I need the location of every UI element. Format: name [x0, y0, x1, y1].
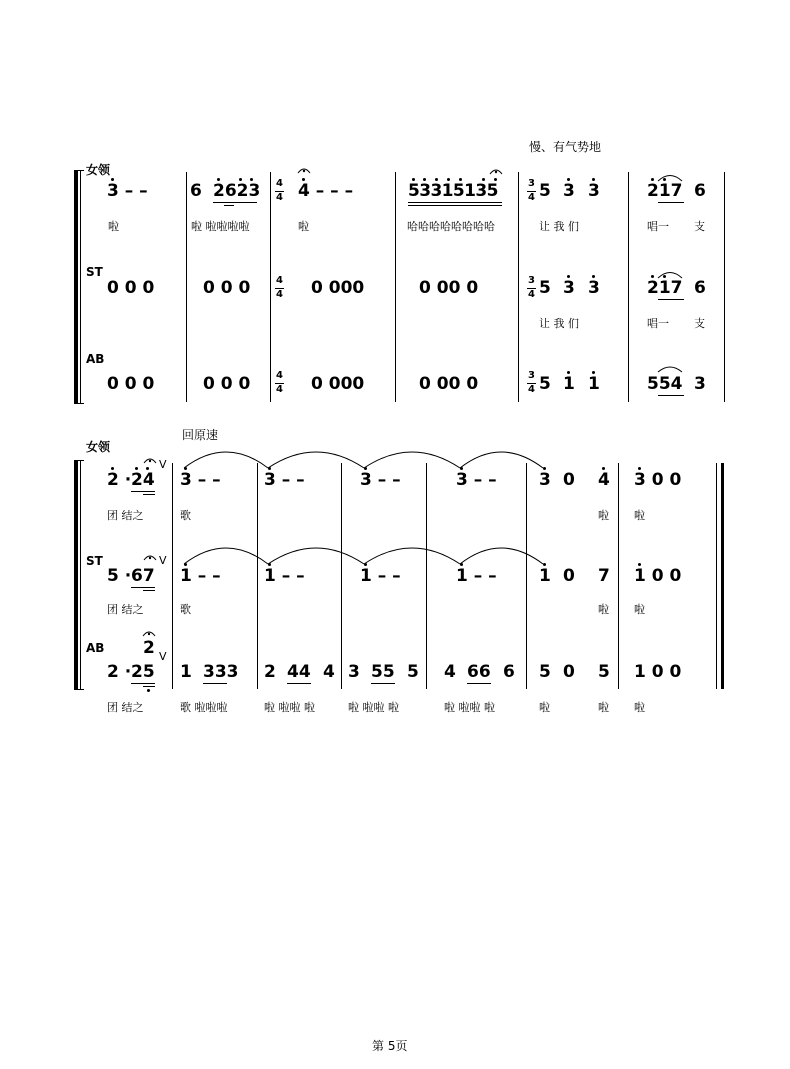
time-sig-top: 4	[276, 178, 283, 189]
ab-measure-5-b: 1	[563, 374, 575, 394]
ab-measure-5-a: 5	[539, 374, 551, 394]
tie-icon	[460, 452, 543, 468]
lyric: 啦	[598, 509, 609, 522]
lyric: 啦 啦啦啦啦	[191, 220, 250, 233]
st-measure-3: 1 – –	[360, 566, 401, 586]
lyric: 唱一	[647, 220, 669, 233]
lead-measure-5-c: 3	[588, 181, 600, 201]
tie-icon	[364, 548, 460, 564]
st-measure-5-c: 7	[598, 566, 610, 586]
ab-measure-2-c: 4	[323, 662, 335, 682]
tie-icon	[184, 452, 268, 468]
lead-measure-4: 3 – –	[456, 470, 497, 490]
time-sig-top: 3	[528, 370, 535, 381]
ab-measure-1-b: 333	[203, 662, 239, 682]
time-sig-top: 4	[276, 370, 283, 381]
lyric: 啦	[634, 701, 645, 714]
ab-measure-5-c: 1	[588, 374, 600, 394]
time-sig-bottom: 4	[276, 192, 283, 203]
lyric: 啦	[598, 701, 609, 714]
lyric: 啦	[634, 603, 645, 616]
lyric: 唱一	[647, 317, 669, 330]
lyric: 啦 啦啦 啦	[444, 701, 495, 714]
ab-measure-4: 0 00 0	[419, 374, 479, 394]
st-measure-5-a: 5	[539, 278, 551, 298]
st-pickup-dotted: 5 ·	[107, 566, 132, 586]
lyric: 啦 啦啦 啦	[264, 701, 315, 714]
tempo-marking-slow: 慢、有气势地	[529, 140, 602, 154]
fermata-dot	[149, 557, 151, 559]
time-sig-bottom: 4	[528, 289, 535, 300]
slur-icon	[658, 367, 682, 372]
lyric: 啦	[108, 220, 119, 233]
lyric: 歌	[180, 603, 191, 616]
ab-pickup-dotted: 2 ·	[107, 662, 132, 682]
time-sig-bottom: 4	[276, 384, 283, 395]
ab-pickup-pair: 25	[131, 662, 155, 682]
ab-measure-2-b: 44	[287, 662, 311, 682]
lyric: 团 结之	[107, 603, 144, 616]
lyric: 让 我 们	[539, 220, 579, 233]
lead-measure-5-b: 0	[563, 470, 575, 490]
lyric: 团 结之	[107, 509, 144, 522]
slur-icon	[658, 176, 682, 182]
ab-measure-6-a: 554	[647, 374, 683, 394]
ab-measure-2-a: 2	[264, 662, 276, 682]
ab-measure-4-c: 6	[503, 662, 515, 682]
tie-icon	[268, 452, 364, 468]
st-measure-2: 0 0 0	[203, 278, 251, 298]
lead-measure-6-a: 217	[647, 181, 683, 201]
lyric: 歌 啦啦啦	[180, 701, 228, 714]
lyric: 啦	[298, 220, 309, 233]
ab-measure-2: 0 0 0	[203, 374, 251, 394]
lyric: 歌	[180, 509, 191, 522]
st-measure-3: 0 000	[311, 278, 365, 298]
part-label-ab: AB	[86, 352, 105, 366]
part-label-ab: AB	[86, 641, 105, 655]
ab-measure-5-b: 0	[563, 662, 575, 682]
st-measure-2: 1 – –	[264, 566, 305, 586]
lyric: 让 我 们	[539, 317, 579, 330]
lyric: 团 结之	[107, 701, 144, 714]
lead-measure-5-b: 3	[563, 181, 575, 201]
lead-measure-1: 3 – –	[180, 470, 221, 490]
ab-measure-3-a: 3	[348, 662, 360, 682]
lead-measure-4: 53315135	[408, 181, 498, 201]
fermata-dot	[149, 460, 151, 462]
lyric: 啦	[634, 509, 645, 522]
lead-measure-2-run: 2623	[213, 181, 261, 201]
ab-measure-1-a: 1	[180, 662, 192, 682]
ab-upper-note: 2	[143, 638, 155, 658]
st-measure-6-a: 217	[647, 278, 683, 298]
ab-measure-6: 1 0 0	[634, 662, 682, 682]
tie-icon	[460, 548, 543, 564]
lyric: 支	[694, 317, 705, 330]
time-sig-top: 3	[528, 275, 535, 286]
fermata-dot	[148, 633, 150, 635]
tempo-marking-return: 回原速	[182, 428, 219, 442]
fermata-dot	[303, 170, 305, 172]
st-measure-5-a: 1	[539, 566, 551, 586]
st-pickup-pair: 67	[131, 566, 155, 586]
st-measure-5-b: 0	[563, 566, 575, 586]
tie-icon	[268, 548, 364, 564]
time-sig-bottom: 4	[276, 289, 283, 300]
part-label-lead: 女领	[86, 163, 111, 177]
lyric: 支	[694, 220, 705, 233]
time-sig-top: 3	[528, 178, 535, 189]
slur-icon	[658, 273, 682, 279]
st-measure-4: 1 – –	[456, 566, 497, 586]
page-number: 第 5页	[372, 1039, 408, 1053]
ab-measure-1: 0 0 0	[107, 374, 155, 394]
part-label-st: ST	[86, 554, 103, 568]
ab-measure-3-c: 5	[407, 662, 419, 682]
time-sig-bottom: 4	[528, 384, 535, 395]
lead-pickup-dotted: 2 ·	[107, 470, 132, 490]
lead-measure-6: 3 0 0	[634, 470, 682, 490]
lead-measure-3: 3 – –	[360, 470, 401, 490]
st-measure-5-b: 3	[563, 278, 575, 298]
ab-measure-5-a: 5	[539, 662, 551, 682]
ab-measure-4-a: 4	[444, 662, 456, 682]
lead-measure-3: 4 – – –	[298, 181, 354, 201]
breath-mark: V	[159, 458, 167, 471]
lyric: 啦	[539, 701, 550, 714]
st-measure-6: 1 0 0	[634, 566, 682, 586]
lead-measure-5-a: 5	[539, 181, 551, 201]
time-sig-top: 4	[276, 275, 283, 286]
breath-mark: V	[159, 650, 167, 663]
lyric: 啦	[598, 603, 609, 616]
lead-measure-6-b: 6	[694, 181, 706, 201]
part-label-lead: 女领	[86, 440, 111, 454]
part-label-st: ST	[86, 265, 103, 279]
lead-measure-5-c: 4	[598, 470, 610, 490]
st-measure-4: 0 00 0	[419, 278, 479, 298]
lyric: 哈哈哈哈哈哈哈哈	[407, 220, 495, 233]
st-measure-1: 1 – –	[180, 566, 221, 586]
fermata-dot	[495, 171, 497, 173]
ab-measure-6-b: 3	[694, 374, 706, 394]
breath-mark: V	[159, 554, 167, 567]
ab-measure-3-b: 55	[371, 662, 395, 682]
lead-measure-5-a: 3	[539, 470, 551, 490]
lead-measure-2: 3 – –	[264, 470, 305, 490]
lead-measure-1: 3 – –	[107, 181, 148, 201]
tie-icon	[364, 452, 460, 468]
st-measure-5-c: 3	[588, 278, 600, 298]
st-measure-6-b: 6	[694, 278, 706, 298]
lead-measure-2-note: 6	[190, 181, 202, 201]
st-measure-1: 0 0 0	[107, 278, 155, 298]
ab-measure-4-b: 66	[467, 662, 491, 682]
lyric: 啦 啦啦 啦	[348, 701, 399, 714]
time-sig-bottom: 4	[528, 192, 535, 203]
ab-measure-3: 0 000	[311, 374, 365, 394]
ab-measure-5-c: 5	[598, 662, 610, 682]
lead-pickup-pair: 24	[131, 470, 155, 490]
tie-icon	[184, 548, 268, 564]
